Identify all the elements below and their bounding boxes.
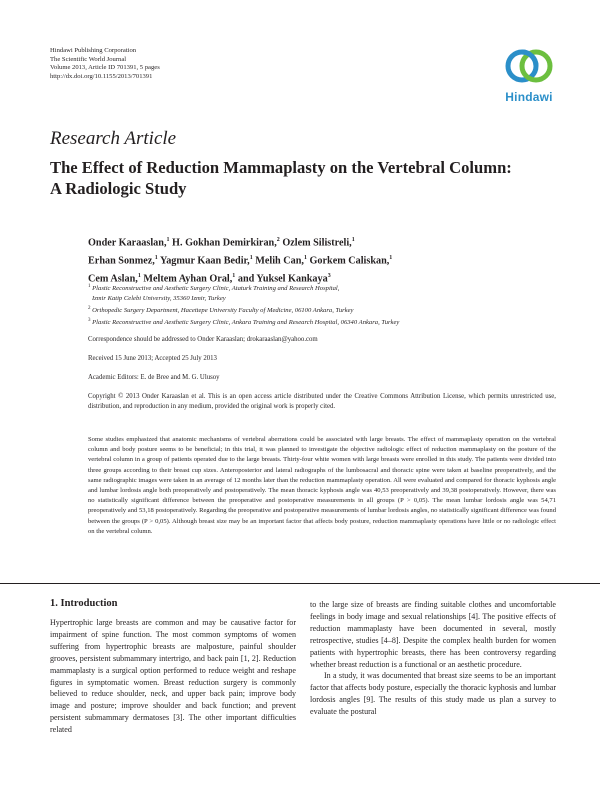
affiliation-text: Orthopedic Surgery Department, Hacettepe University Faculty of Medicine, 06100 Ankara, Turkey (92, 306, 354, 314)
author-name: Onder Karaaslan, (88, 237, 167, 249)
author-line (88, 233, 568, 251)
affiliation-mark: 2 (88, 305, 91, 311)
volume-line: Volume 2013, Article ID 701391, 5 pages (50, 64, 160, 72)
affiliation-mark: 1 (88, 284, 91, 289)
affiliation-continued: Izmir Katip Celebi University, 35360 Izmir, Turkey (92, 294, 226, 302)
copyright-notice: Copyright © 2013 Onder Karaaslan et al. This is an open access article distributed under the Creative Commons Attribution License, which permits unrestricted use, distribution, and reproduction in any medium, provided the original work is properly cited. (88, 393, 556, 411)
affiliation (88, 304, 568, 316)
affiliation-text: Plastic Reconstructive and Aesthetic Surgery Clinic, Ataturk Training and Research Hospital, (92, 285, 340, 293)
author-affil-mark: 1 (303, 254, 307, 261)
author-affil-mark: 2 (276, 237, 280, 243)
doi-link[interactable]: http://dx.doi.org/10.1155/2013/701391 (50, 72, 153, 80)
journal-header (50, 47, 160, 81)
author-affil-mark: 1 (232, 272, 236, 279)
author-affil-mark: 1 (389, 254, 393, 261)
author-name: H. Gokhan Demirkiran, (172, 237, 277, 249)
title-line: A Radiologic Study (50, 179, 187, 198)
author-affil-mark: 1 (137, 272, 141, 279)
title-line: The Effect of Reduction Mammaplasty on the Vertebral Column: (50, 158, 512, 177)
author-affil-mark: 1 (249, 254, 253, 261)
author-name: Erhan Sonmez, (88, 255, 155, 267)
author-name: Gorkem Caliskan, (309, 255, 390, 267)
academic-editors: Academic Editors: E. de Bree and M. G. Ulusoy (88, 374, 220, 381)
publisher-line: Hindawi Publishing Corporation (50, 47, 137, 54)
paragraph: Hypertrophic large breasts are common and may be causative factor for impairment of spine function. The most common symptoms of women suffering from hypertrophic breasts are malposture, painful shoulder grooves, persistent submammary intertrigo, and back pain [1, 2]. Reduction mammaplasty is a surgical option performed to reduce weight and reshape figures in symptomatic women. Breast reduction surgery is commonly believed to reduce shoulder, neck, and upper back pain; improve body image and posture; improve shoulder and back function; and prevent persistent submammary dermatoses [3]. The other important difficulties related (50, 618, 296, 735)
affiliation (88, 316, 568, 328)
author-affil-mark: 1 (351, 237, 355, 243)
journal-name: The Scientific World Journal (50, 55, 127, 63)
author-list (88, 233, 568, 287)
section-heading: 1. Introduction (50, 598, 118, 609)
author-affil-mark: 1 (166, 237, 170, 243)
received-dates: Received 15 June 2013; Accepted 25 July 2013 (88, 355, 217, 362)
affiliation-mark: 3 (88, 317, 91, 323)
author-affil-mark: 1 (154, 254, 158, 261)
author-name: Meltem Ayhan Oral, (143, 273, 233, 285)
paragraph: to the large size of breasts are finding suitable clothes and uncomfortable feelings in body image and sexual relationships [4]. The positive effects of reduction mammaplasty have been documented in several, mostly retrospective, studies [4–8]. Despite the complex health burden for women patients with hypertrophic breasts, there has been controversy regarding whether breast reduction is a functional or an aesthetic procedure. (310, 600, 556, 669)
article-type: Research Article (50, 128, 177, 149)
affiliation (88, 282, 568, 294)
author-name: Ozlem Silistreli, (282, 237, 352, 249)
left-column (50, 617, 296, 736)
right-column (310, 599, 556, 718)
author-line (88, 251, 568, 269)
author-name: Melih Can, (255, 255, 304, 267)
author-name: and Yuksel Kankaya (237, 273, 328, 285)
author-name: Cem Aslan, (88, 273, 138, 285)
affiliation-text: Plastic Reconstructive and Aesthetic Surgery Clinic, Ankara Training and Research Hospital, 06340 Ankara, Turkey (92, 318, 400, 326)
correspondence: Correspondence should be addressed to Onder Karaaslan; drokaraaslan@yahoo.com (88, 336, 318, 343)
hindawi-logo-text: Hindawi (505, 90, 553, 104)
author-affil-mark: 3 (327, 272, 331, 279)
paragraph: In a study, it was documented that breast size seems to be an important factor that affects body posture, especially the thoracic kyphosis and lumbar lordosis angles [9]. The results of this study made us plan a survey to evaluate the postural (310, 671, 556, 717)
abstract: Some studies emphasized that anatomic mechanisms of vertebral aberrations could be associated with large breasts. The effect of mammaplasty operation on the vertebral column and body posture seems to be beneficial; in this trial, it was planned to investigate the objective radiologic effect of reduction mammaplasty on the posture of the vertebral column in a group of patients operated due to the large breasts. Thirty-four white women with large breasts were enrolled in this study. The patients were divided into three groups according to their breast cup sizes. Anteroposterior and lateral radiographs of the lumbosacral and thoracic spine were taken at baseline preoperatively, and the same radiographic images were taken in an average of 12 months later than the reduction mammaplasty operation. All were evaluated and compared for thoracic kyphosis angle and lumbar lordosis angle both preoperatively and postoperatively. The mean thoracic kyphosis angle was 40,53 preoperatively and 39,38 postoperatively. However, there was no statistically significant difference between the preoperative and postoperative measurements in all groups (P > 0,05). The mean lumbar lordosis angle was 54,71 preoperatively and 53,18 postoperatively. Regarding the preoperative and postoperative measurements of lumbar lordosis angles, no statistically significant difference was found between the groups (P > 0,05). Although breast size may be an important factor that affects body posture, reduction mammaplasty operations have little or no radiologic effect on the vertebral column. (88, 436, 556, 535)
section-divider (0, 583, 600, 584)
article-title (50, 157, 570, 199)
affiliation-list (88, 282, 568, 328)
author-name: Yagmur Kaan Bedir, (159, 255, 250, 267)
